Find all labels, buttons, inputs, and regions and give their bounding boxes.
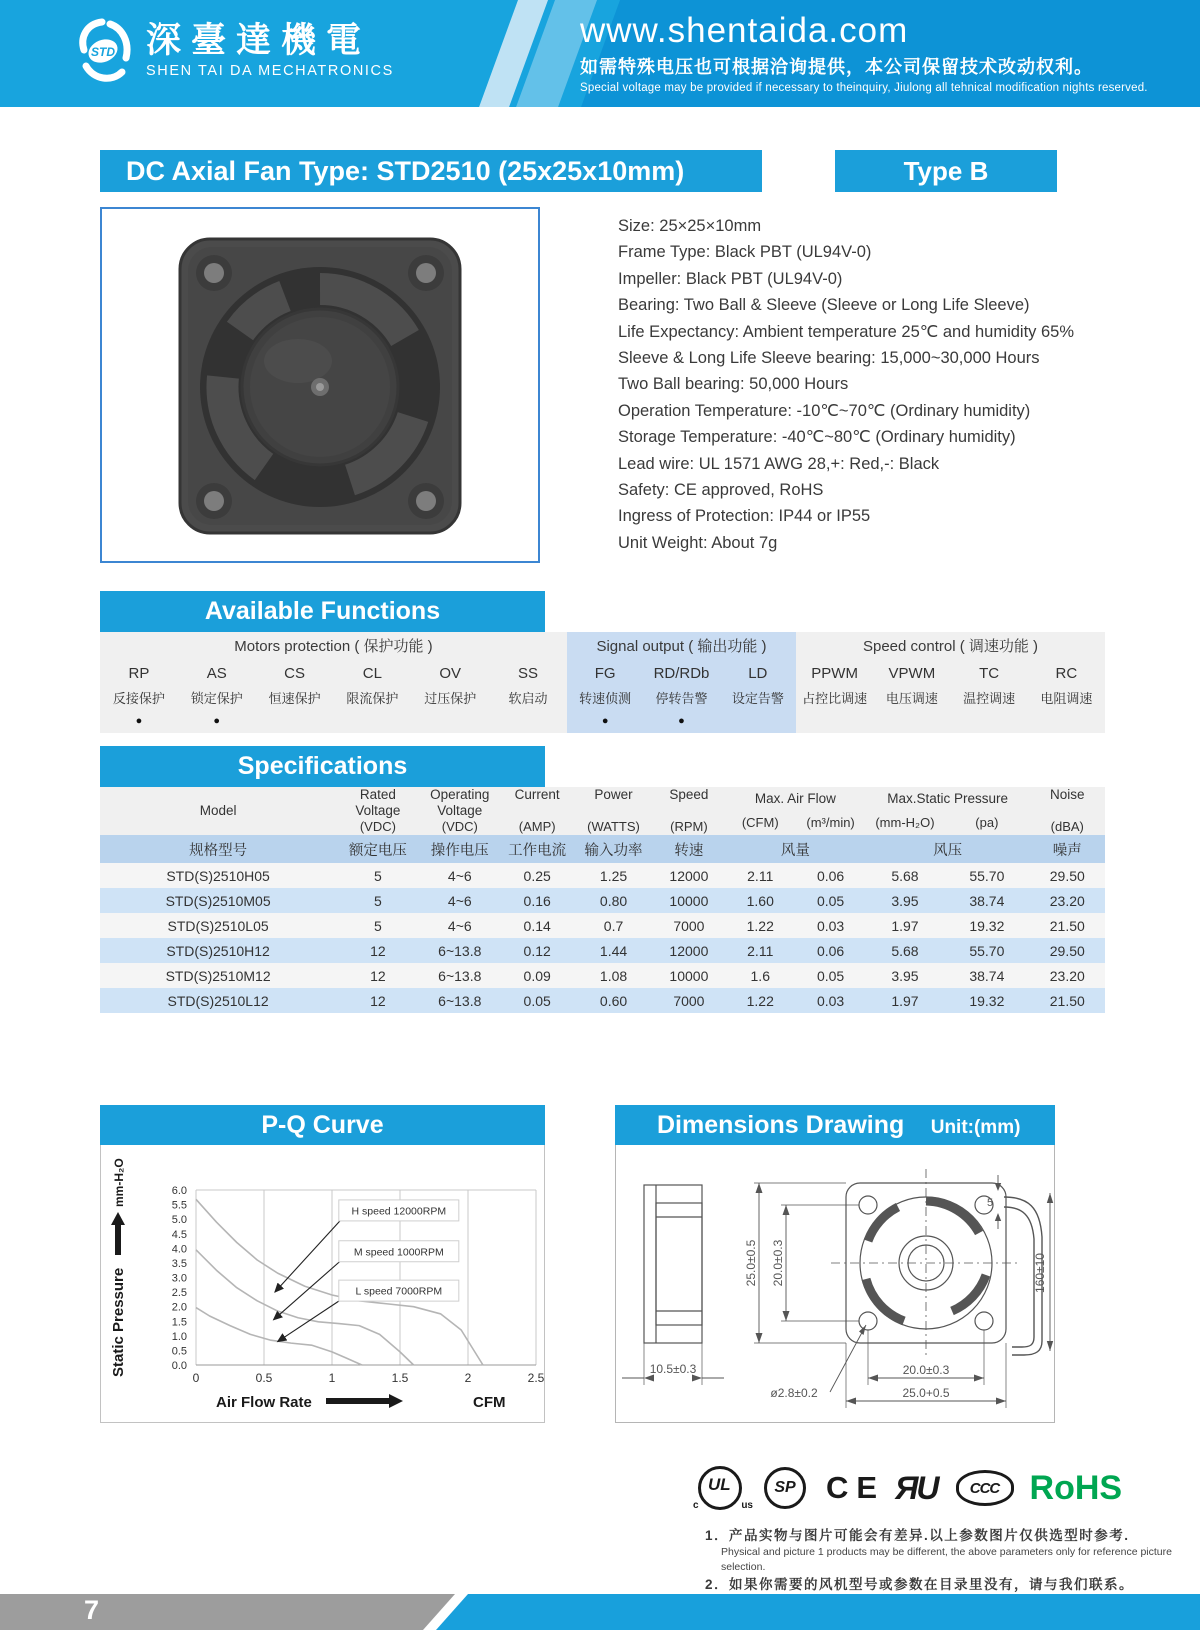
svg-text:3.5: 3.5 [171,1257,187,1270]
svg-text:M speed 1000RPM: M speed 1000RPM [353,1246,444,1259]
spec-line: Storage Temperature: -40℃~80℃ (Ordinary humidity) [618,428,1016,447]
function-code: OV [439,665,462,682]
function-col [796,660,873,733]
function-code: CS [284,665,305,682]
logo-std-text: STD [91,45,115,59]
spec-line: Unit Weight: About 7g [618,533,778,552]
function-col [643,660,719,733]
note-1-en: Physical and picture 1 products may be different, the above parameters only for reference picture selection. [721,1546,1172,1573]
function-mark: ● [135,715,143,727]
pq-curve-banner: P-Q Curve [100,1105,545,1145]
company-logo [72,14,394,86]
spec-line: Size: 25×25×10mm [618,217,762,235]
col-header-power: Power (WATTS) [574,787,652,835]
dim-hole-dia: ø2.8±0.2 [770,1386,818,1400]
svg-text:Static Pressure: Static Pressure [110,1267,127,1377]
dimensions-unit: Unit:(mm) [930,1117,1021,1138]
x-axis-title [216,1394,506,1411]
ul-listed-icon: c UL us [698,1466,742,1510]
function-cn: 电阻调速 [1040,691,1093,706]
csa-icon: SP [764,1467,806,1509]
dim-hole-v: 20.0±0.3 [771,1239,785,1287]
cn-header-rated: 额定电压 [336,835,419,863]
cell-model: STD(S)2510H05 [100,863,336,888]
svg-text:4.0: 4.0 [171,1243,187,1256]
col-header-model: Model [100,787,336,835]
footer-gray-band [0,1594,470,1630]
product-spec-list [618,213,1193,556]
svg-text:4.5: 4.5 [171,1228,187,1241]
dimensions-title: Dimensions Drawing [657,1111,905,1139]
spec-line: Frame Type: Black PBT (UL94V-0) [618,243,872,262]
svg-text:2.0: 2.0 [171,1301,187,1314]
page-header [0,0,1200,107]
svg-text:0.5: 0.5 [255,1371,273,1385]
function-code: FG [594,665,616,682]
spec-row: STD(S)2510H12 12 6~13.8 0.12 1.44 12000 2.11 0.06 5.68 55.70 29.50 [100,938,1105,963]
ce-mark-icon: CE [826,1470,886,1505]
spec-line: Lead wire: UL 1571 AWG 28,+: Red,-: Black [618,454,940,473]
svg-text:0: 0 [192,1371,200,1385]
specifications-table [100,787,1105,1013]
functions-group-signal [567,632,796,733]
dim-wire-length: 160±10 [1033,1253,1047,1293]
svg-text:1.0: 1.0 [171,1330,187,1343]
cn-header-power: 输入功率 [574,835,652,863]
function-col [100,660,178,733]
company-name-en: SHEN TAI DA MECHATRONICS [146,63,394,79]
spec-line: Bearing: Two Ball & Sleeve (Sleeve or Long Life Sleeve) [618,296,1030,315]
function-col [720,660,796,733]
function-code: PPWM [811,665,858,682]
col-header-pressure: Max.Static Pressure [866,787,1030,811]
page-footer [0,1594,1200,1630]
function-col [489,660,567,733]
dim-depth: 10.5±0.3 [649,1362,697,1376]
header-tagline-cn: 如需特殊电压也可根据洽询提供，本公司保留技术改动权利。 [580,57,1093,77]
cell-model: STD(S)2510L05 [100,913,336,938]
function-code: TC [979,665,1000,682]
function-col [178,660,256,733]
company-name-block [146,21,394,79]
cn-header-speed: 转速 [653,835,725,863]
fan-swirl-logo-icon [72,14,134,86]
cn-header-model: 规格型号 [100,835,336,863]
dim-width: 25.0+0.5 [902,1386,950,1400]
svg-text:mm-H₂O: mm-H₂O [112,1158,126,1207]
type-badge: Type B [835,150,1057,192]
function-col [333,660,411,733]
spec-line: Operation Temperature: -10℃~70℃ (Ordinary humidity) [618,401,1031,420]
spec-line: Sleeve & Long Life Sleeve bearing: 15,000~30,000 Hours [618,348,1040,367]
cell-model: STD(S)2510H12 [100,938,336,963]
function-col [1028,660,1105,733]
function-mark [489,713,567,733]
svg-text:6.0: 6.0 [171,1185,187,1197]
page-number: 7 [84,1595,100,1625]
cell-model: STD(S)2510M12 [100,963,336,988]
cn-header-operating: 操作电压 [420,835,500,863]
ccc-mark-icon: CCC [956,1470,1014,1506]
svg-text:3.0: 3.0 [171,1272,187,1285]
function-cn: 转速侦测 [579,691,632,706]
svg-text:5.5: 5.5 [171,1199,187,1212]
function-code: RC [1055,665,1078,682]
unit-cfm: (CFM) [725,811,795,835]
spec-header-row-cn [100,835,1105,863]
unit-mmh2o: (mm-H₂O) [866,811,944,835]
functions-group-motors [100,632,567,733]
svg-text:2.5: 2.5 [527,1371,544,1385]
svg-text:1: 1 [328,1371,336,1385]
function-code: VPWM [888,665,936,682]
svg-text:Air Flow Rate: Air Flow Rate [216,1394,312,1411]
function-col [951,660,1028,733]
spec-row: STD(S)2510L12 12 6~13.8 0.05 0.60 7000 1.22 0.03 1.97 19.32 21.50 [100,988,1105,1013]
spec-line: Two Ball bearing: 50,000 Hours [618,375,849,394]
ul-recognized-icon: ЯU [895,1469,938,1506]
fan-product-image [102,209,538,561]
certification-logos [693,1462,1123,1514]
function-mark: ● [601,715,609,727]
available-functions-table [100,632,1105,733]
function-mark [873,713,950,733]
col-header-noise: Noise (dBA) [1030,787,1105,835]
function-mark [951,713,1028,733]
function-code: CL [362,665,382,682]
product-photo-frame [100,207,540,563]
spec-line: Life Expectancy: Ambient temperature 25℃ and humidity 65% [618,322,1075,341]
function-mark: ● [678,715,685,727]
function-col [411,660,489,733]
cell-model: STD(S)2510L12 [100,988,336,1013]
function-col [256,660,334,733]
function-col [567,660,643,733]
group-title: Signal output ( 输出功能 ) [596,638,767,655]
cn-header-noise: 噪声 [1030,835,1105,863]
col-header-rated: Rated Voltage (VDC) [336,787,419,835]
function-cn: 占控比调速 [802,691,868,706]
function-cn: 软启动 [508,691,548,706]
y-axis-title [110,1158,127,1377]
function-mark [796,713,873,733]
spec-row: STD(S)2510L05 5 4~6 0.14 0.7 7000 1.22 0.03 1.97 19.32 21.50 [100,913,1105,938]
function-mark: ● [213,715,221,727]
spec-row: STD(S)2510H05 5 4~6 0.25 1.25 12000 2.11 0.06 5.68 55.70 29.50 [100,863,1105,888]
function-mark [333,713,411,733]
function-cn: 反接保护 [112,691,165,706]
function-code: RD/RDb [653,665,710,682]
functions-group-speed [796,632,1105,733]
function-mark [411,713,489,733]
website-url: www.shentaida.com [580,11,909,50]
svg-text:5.0: 5.0 [171,1214,187,1227]
col-header-speed: Speed (RPM) [653,787,725,835]
svg-text:2.5: 2.5 [171,1287,187,1300]
rohs-mark: RoHS [1029,1468,1123,1507]
function-cn: 恒速保护 [268,691,321,706]
function-cn: 停转告警 [655,691,708,706]
dim-height: 25.0±0.5 [744,1239,758,1287]
group-title: Motors protection ( 保护功能 ) [234,638,433,655]
function-cn: 电压调速 [885,691,938,706]
dimensions-drawing-svg [616,1145,1054,1421]
svg-text:H speed 12000RPM: H speed 12000RPM [351,1205,447,1218]
function-col [873,660,950,733]
header-right-block [580,12,1148,94]
svg-text:0.5: 0.5 [171,1345,187,1358]
cell-model: STD(S)2510M05 [100,888,336,913]
function-cn: 过压保护 [424,691,477,706]
company-name-cn: 深臺達機電 [146,21,372,60]
cn-header-airflow: 风量 [725,835,866,863]
unit-m3min: (m³/min) [795,811,865,835]
svg-text:1.5: 1.5 [391,1371,409,1385]
product-title-bar: DC Axial Fan Type: STD2510 (25x25x10mm) [100,150,762,192]
function-code: LD [748,665,768,682]
function-code: SS [518,665,539,682]
spec-line: Safety: CE approved, RoHS [618,480,824,499]
function-cn: 设定告警 [731,691,784,706]
cn-header-current: 工作电流 [500,835,574,863]
dim-hole-h: 20.0±0.3 [902,1363,950,1377]
function-cn: 温控调速 [963,691,1016,706]
col-header-airflow: Max. Air Flow [725,787,866,811]
available-functions-banner: Available Functions [100,591,545,632]
function-code: RP [128,665,150,682]
function-code: AS [206,665,227,682]
cn-header-pressure: 风压 [866,835,1030,863]
note-1-cn: 1．产品实物与图片可能会有差异.以上参数图片仅供选型时参考. [705,1528,1130,1543]
function-mark [720,713,796,733]
group-title: Speed control ( 调速功能 ) [862,638,1039,655]
dim-wire-gap: 5 [986,1197,994,1209]
svg-text:L speed 7000RPM: L speed 7000RPM [355,1285,443,1298]
header-tagline-en: Special voltage may be provided if necessary to theinquiry, Jiulong all tehnical modification nights reserved. [580,82,1148,94]
specifications-banner: Specifications [100,746,545,787]
pq-plot-svg [101,1145,544,1421]
spec-row: STD(S)2510M12 12 6~13.8 0.09 1.08 10000 1.6 0.05 3.95 38.74 23.20 [100,963,1105,988]
unit-pa: (pa) [944,811,1029,835]
spec-line: Impeller: Black PBT (UL94V-0) [618,269,843,288]
spec-line: Ingress of Protection: IP44 or IP55 [618,507,871,526]
note-2-cn: 2．如果你需要的风机型号或参数在目录里没有，请与我们联系。 [705,1577,1135,1592]
svg-text:CFM: CFM [473,1394,506,1411]
dimensions-banner [615,1105,1055,1145]
svg-text:0.0: 0.0 [171,1360,187,1372]
svg-text:1.5: 1.5 [171,1316,187,1329]
function-mark [1028,713,1105,733]
function-cn: 限流保护 [346,691,399,706]
function-mark [256,713,334,733]
pq-curve-chart [100,1145,545,1423]
spec-row: STD(S)2510M05 5 4~6 0.16 0.80 10000 1.60 0.05 3.95 38.74 23.20 [100,888,1105,913]
dimensions-drawing [615,1145,1055,1423]
col-header-current: Current (AMP) [500,787,574,835]
col-header-operating: Operating Voltage (VDC) [420,787,500,835]
svg-text:2: 2 [464,1371,472,1385]
spec-header-row-en [100,787,1105,811]
function-cn: 锁定保护 [190,691,243,706]
